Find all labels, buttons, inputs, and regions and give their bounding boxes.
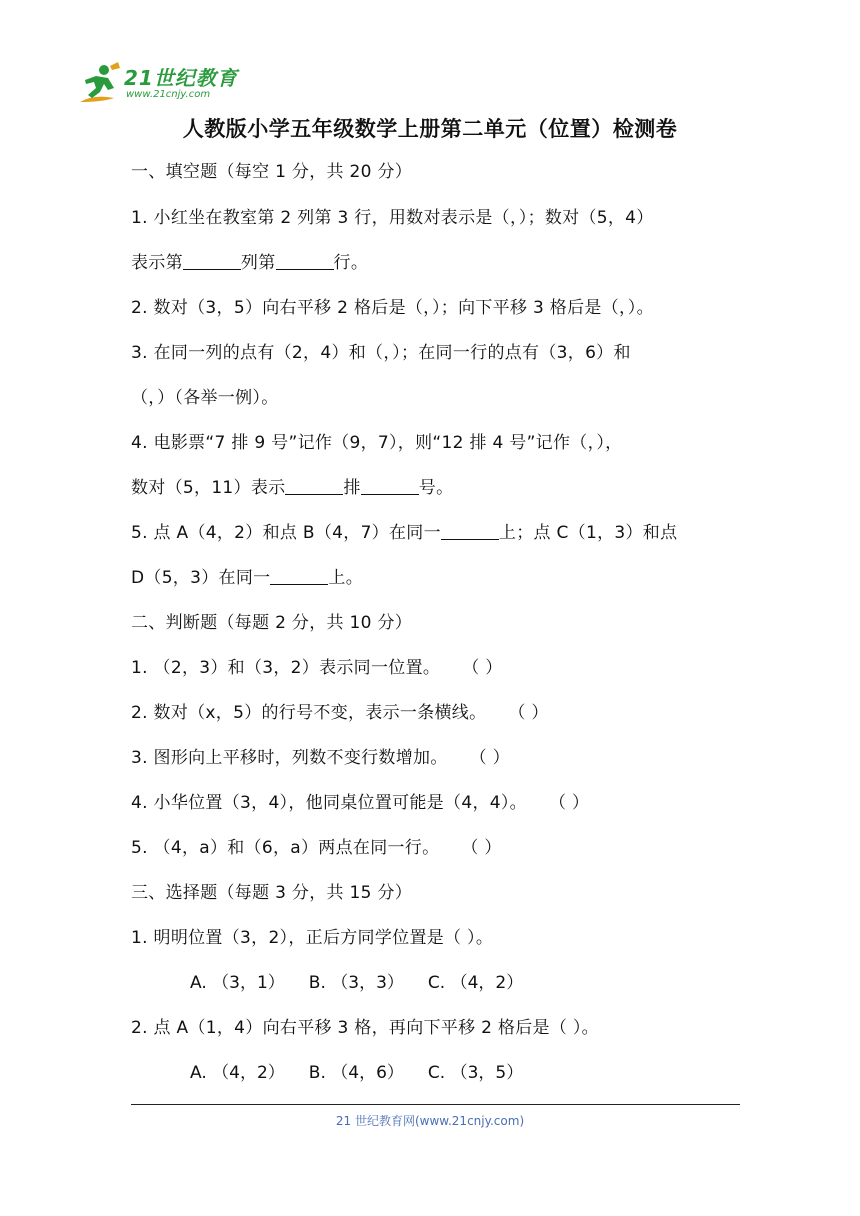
judge-q2 — [131, 701, 741, 725]
section-judge-heading: 二、判断题（每题 2 分，共 10 分） — [131, 613, 413, 633]
text-segment: 5. 点 A（4，2）和点 B（4，7）在同一 — [131, 523, 441, 543]
answer-blank[interactable] — [441, 521, 499, 540]
fill-q4-line2 — [131, 476, 741, 500]
question-text: 1. （2，3）和（3，2）表示同一位置。 — [131, 658, 441, 678]
answer-paren[interactable]: （ ） — [462, 658, 503, 678]
question-text: 2. 数对（x，5）的行号不变，表示一条横线。 — [131, 703, 487, 723]
answer-paren[interactable]: （ ） — [461, 838, 502, 858]
choice-q2: 2. 点 A（1，4）向右平移 3 格，再向下平移 2 格后是（ ）。 — [131, 1018, 599, 1038]
site-logo — [74, 58, 244, 108]
judge-q4 — [131, 791, 741, 815]
answer-paren[interactable]: （ ） — [469, 748, 510, 768]
page-title: 人教版小学五年级数学上册第二单元（位置）检测卷 — [182, 117, 678, 141]
fill-q3-line1: 3. 在同一列的点有（2，4）和（，）；在同一行的点有（3，6）和 — [131, 343, 631, 363]
fill-q1-line2 — [131, 251, 741, 275]
answer-blank[interactable] — [270, 566, 328, 585]
option-c[interactable]: C. （4，2） — [427, 973, 524, 993]
text-segment: 上；点 C（1，3）和点 — [498, 523, 678, 543]
fill-q5-line2 — [131, 566, 741, 590]
option-b[interactable]: B. （4，6） — [308, 1063, 404, 1083]
answer-blank[interactable] — [276, 251, 334, 270]
option-c[interactable]: C. （3，5） — [427, 1063, 524, 1083]
section-choice-heading: 三、选择题（每题 3 分，共 15 分） — [131, 883, 413, 903]
option-a[interactable]: A. （3，1） — [190, 973, 285, 993]
choice-q2-options — [190, 1061, 547, 1085]
judge-q5 — [131, 836, 741, 860]
question-text: 4. 小华位置（3，4），他同桌位置可能是（4，4）。 — [131, 793, 527, 813]
answer-blank[interactable] — [361, 476, 419, 495]
logo-text: 21世纪教育 — [124, 66, 238, 90]
logo-url: www.21cnjy.com — [126, 89, 211, 100]
judge-q1 — [131, 656, 741, 680]
footer-divider — [131, 1104, 740, 1105]
choice-q1-options — [190, 971, 547, 995]
section-fill-heading: 一、填空题（每空 1 分，共 20 分） — [131, 162, 413, 182]
fill-q1-line1: 1. 小红坐在教室第 2 列第 3 行，用数对表示是（，）；数对（5，4） — [131, 208, 654, 228]
question-text: 3. 图形向上平移时，列数不变行数增加。 — [131, 748, 448, 768]
text-segment: 列第 — [240, 253, 276, 273]
fill-q5-line1 — [131, 521, 741, 545]
question-text: 5. （4，a）和（6，a）两点在同一行。 — [131, 838, 440, 858]
judge-q3 — [131, 746, 741, 770]
text-segment: 上。 — [328, 568, 364, 588]
footer-link[interactable]: 21 世纪教育网(www.21cnjy.com) — [335, 1114, 525, 1128]
answer-blank[interactable] — [183, 251, 241, 270]
text-segment: 排 — [343, 478, 361, 498]
option-b[interactable]: B. （3，3） — [308, 973, 404, 993]
answer-paren[interactable]: （ ） — [549, 793, 590, 813]
option-a[interactable]: A. （4，2） — [190, 1063, 285, 1083]
text-segment: 数对（5，11）表示 — [131, 478, 286, 498]
text-segment: 号。 — [418, 478, 454, 498]
fill-q2: 2. 数对（3，5）向右平移 2 格后是（，）；向下平移 3 格后是（，）。 — [131, 298, 654, 318]
fill-q3-line2: （，）（各举一例）。 — [131, 388, 279, 408]
text-segment: D（5，3）在同一 — [131, 568, 271, 588]
choice-q1: 1. 明明位置（3，2），正后方同学位置是（ ）。 — [131, 928, 494, 948]
answer-blank[interactable] — [285, 476, 343, 495]
fill-q4-line1: 4. 电影票“7 排 9 号”记作（9，7），则“12 排 4 号”记作（，）， — [131, 433, 623, 453]
text-segment: 行。 — [333, 253, 369, 273]
text-segment: 表示第 — [131, 253, 183, 273]
answer-paren[interactable]: （ ） — [508, 703, 549, 723]
